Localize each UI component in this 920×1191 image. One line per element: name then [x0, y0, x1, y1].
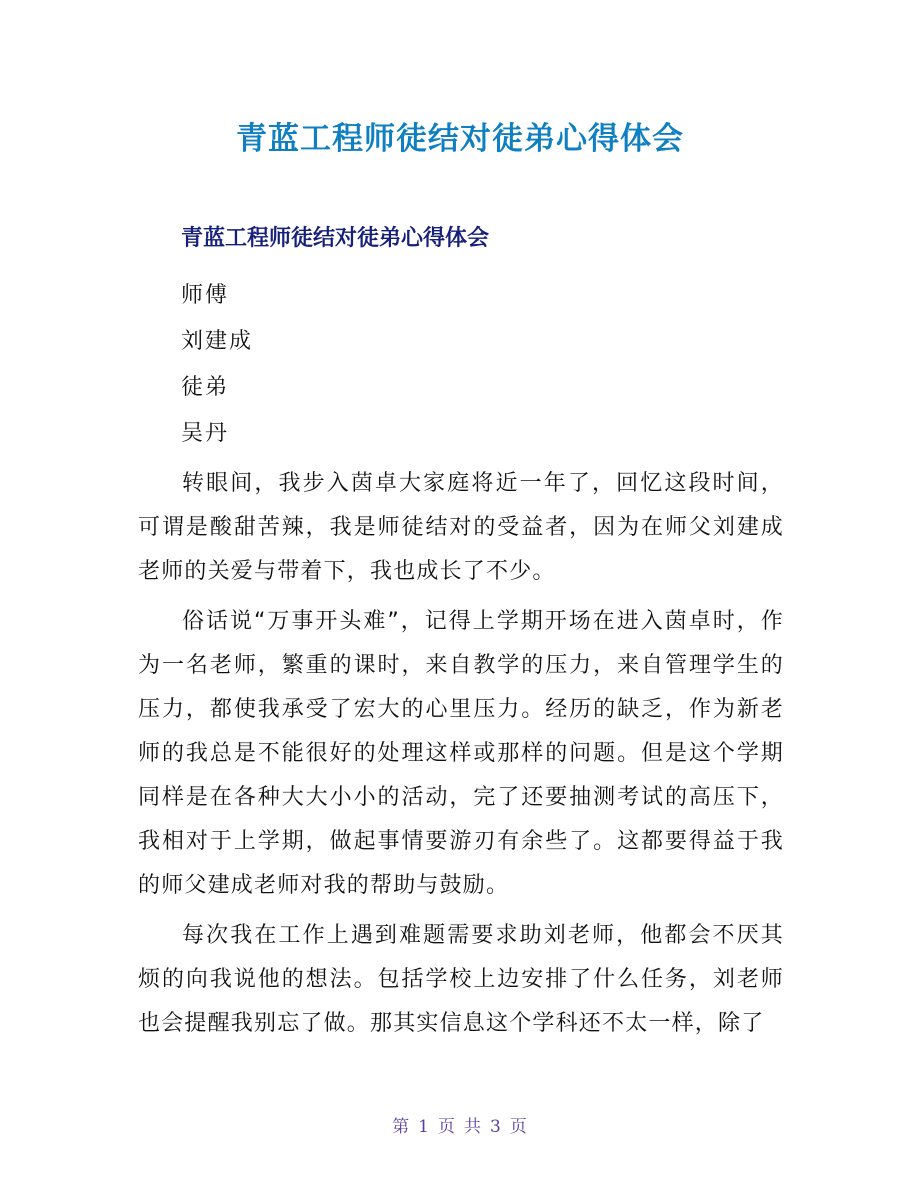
- body-text: [138, 462, 784, 1046]
- page-prefix: 第: [392, 1117, 411, 1137]
- paragraph: 俗话说“万事开头难”，记得上学期开场在进入茵卓时，作为一名老师，繁重的课时，来自教学的压力，来自管理学生的压力，都使我承受了宏大的心里压力。经历的缺乏，作为新老师的我总是不能很好的处理这样或那样的问题。但是这个学期同样是在各种大大小小的活动，完了还要抽测考试的高压下，我相对于上学期，做起事情要游刃有余些了。这都要得益于我的师父建成老师对我的帮助与鼓励。: [138, 609, 784, 898]
- mentor-label: 师傅: [181, 283, 230, 308]
- page-mid: 页: [438, 1117, 456, 1137]
- page-title: 青蓝工程师徒结对徒弟心得体会: [236, 121, 684, 157]
- apprentice-label: 徒弟: [181, 375, 230, 400]
- total-label: 共: [464, 1117, 482, 1137]
- paragraph: 每次我在工作上遇到难题需要求助刘老师，他都会不厌其烦的向我说他的想法。包括学校上边安排了什么任务，刘老师也会提醒我别忘了做。那其实信息这个学科还不太一样，除了: [138, 923, 784, 1036]
- current-page-number: 1: [418, 1117, 430, 1137]
- apprentice-name: 吴丹: [181, 421, 230, 446]
- total-pages-number: 3: [490, 1117, 502, 1137]
- mentor-name: 刘建成: [181, 329, 254, 354]
- page-footer: [0, 1112, 920, 1137]
- section-title: 青蓝工程师徒结对徒弟心得体会: [181, 226, 490, 251]
- page-suffix: 页: [509, 1117, 528, 1137]
- paragraph: 转眼间，我步入茵卓大家庭将近一年了，回忆这段时间，可谓是酸甜苦辣，我是师徒结对的受益者，因为在师父刘建成老师的关爱与带着下，我也成长了不少。: [138, 471, 784, 584]
